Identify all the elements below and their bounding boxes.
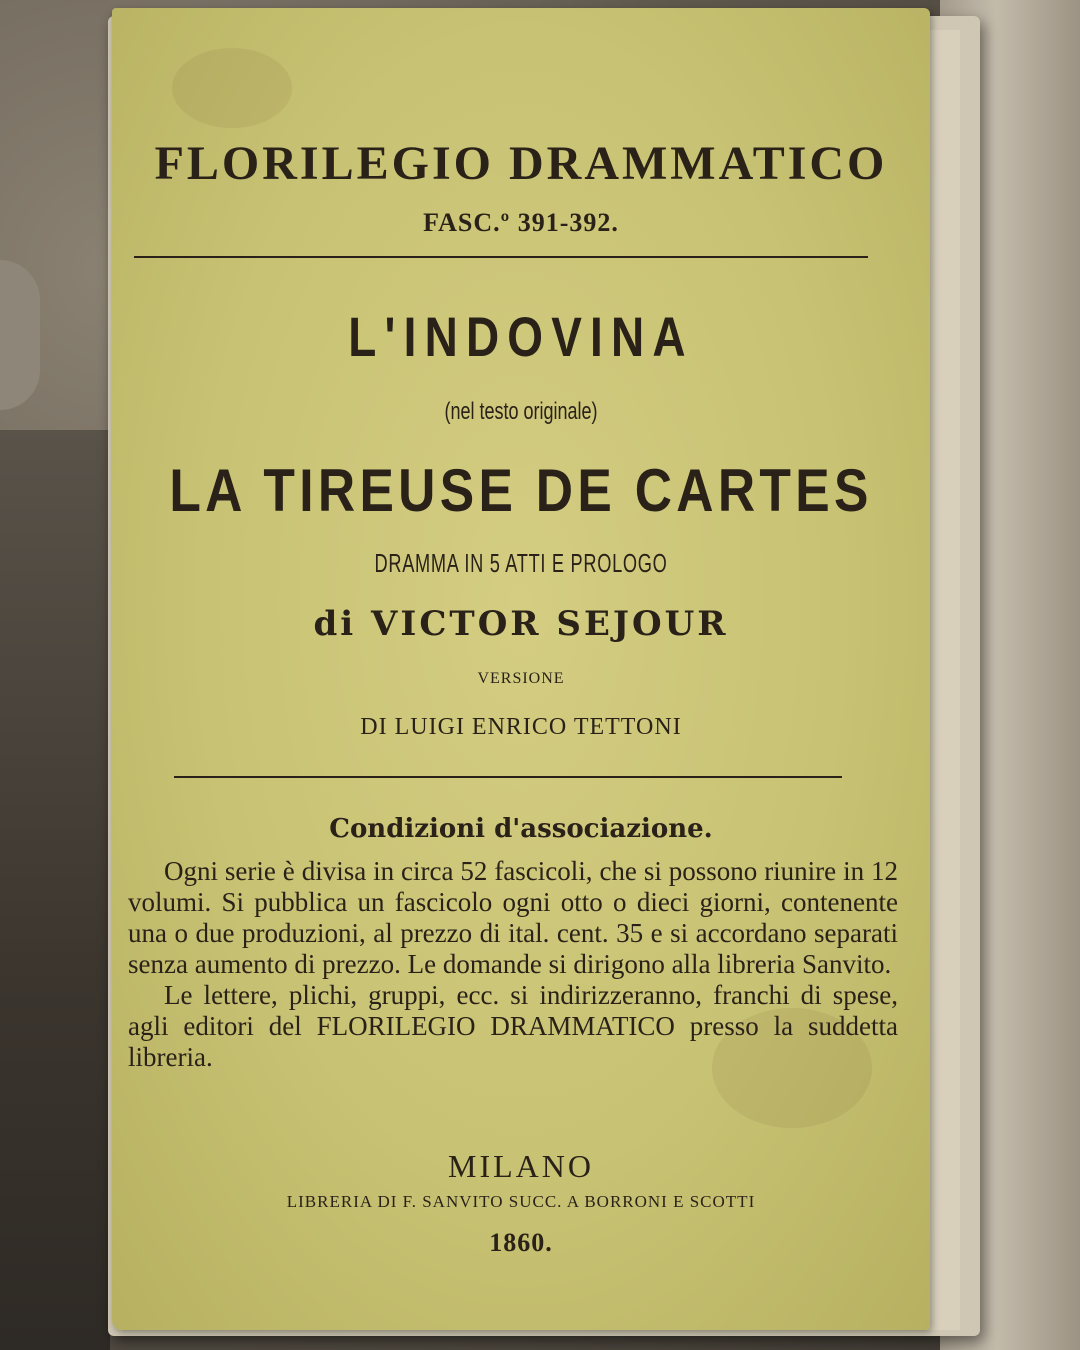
author-line: di VICTOR SEJOUR	[313, 604, 729, 644]
translator-line: DI LUIGI ENRICO TETTONI	[360, 714, 682, 740]
conditions-paragraph: Le lettere, plichi, gruppi, ecc. si indirizzeranno, franchi di spese, agli editori del FLORILEGIO DRAMMATICO presso la suddetta libreria.	[128, 980, 898, 1072]
background-portrait-figure	[0, 430, 110, 1350]
fascicle-number: FASC.º 391-392.	[423, 208, 619, 237]
background-portrait-face	[0, 260, 40, 410]
imprint-year: 1860.	[489, 1228, 553, 1257]
title-italian: L'INDOVINA	[348, 305, 694, 368]
original-text-note: (nel testo originale)	[444, 398, 598, 425]
version-label: VERSIONE	[477, 670, 565, 687]
conditions-heading: Condizioni d'associazione.	[329, 814, 713, 844]
booklet-cover	[112, 8, 930, 1330]
divider-rule-top	[134, 256, 868, 258]
title-french: LA TIREUSE DE CARTES	[169, 457, 873, 524]
conditions-body	[128, 856, 898, 1073]
conditions-paragraph: Ogni serie è divisa in circa 52 fascicoli, che si possono riunire in 12 volumi. Si pubblica un fascicolo ogni otto o dieci giorni, contenente una o due produzioni, al prezzo di ital. cent. 35 e si accordano separati senza aumento di prezzo. Le domande si dirigono alla libreria Sanvito.	[128, 856, 898, 979]
imprint-publisher: LIBRERIA DI F. SANVITO SUCC. A BORRONI E SCOTTI	[286, 1192, 756, 1211]
paper-stain	[172, 48, 292, 128]
divider-rule-middle	[174, 776, 842, 778]
imprint-city: MILANO	[448, 1148, 594, 1184]
genre-line: DRAMMA IN 5 ATTI E PROLOGO	[374, 548, 668, 578]
series-title: FLORILEGIO DRAMMATICO	[154, 137, 888, 190]
